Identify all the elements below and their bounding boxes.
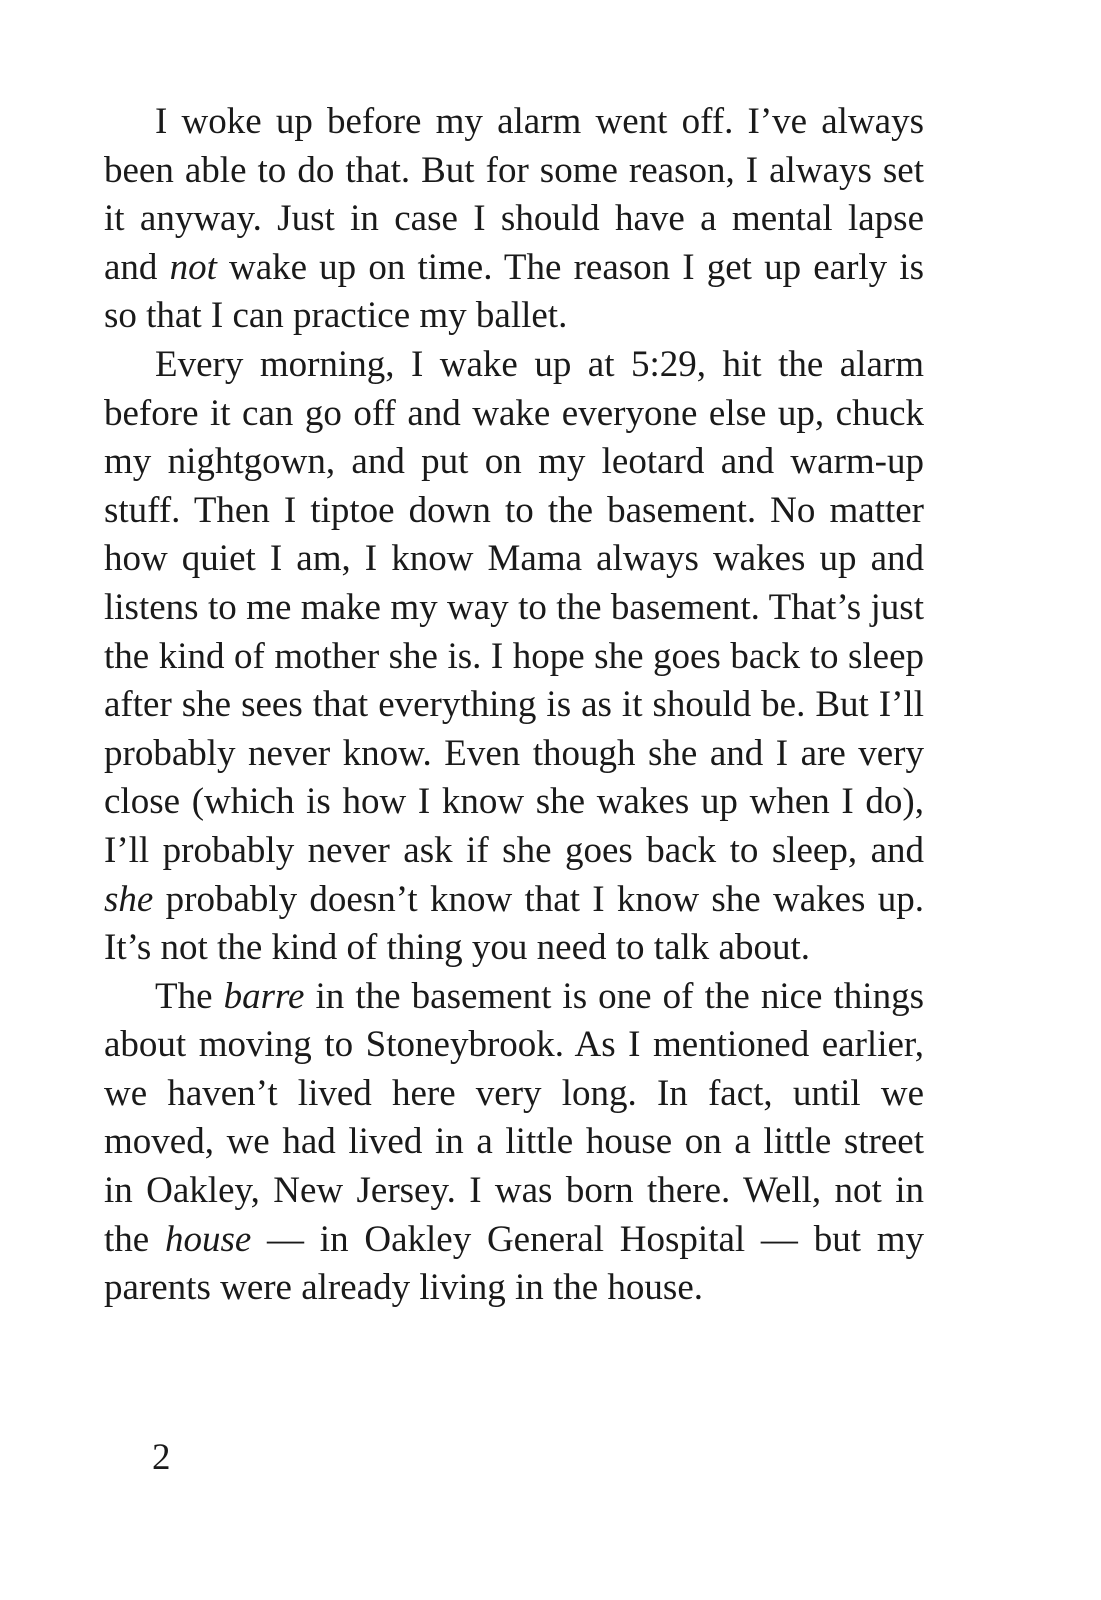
- page-number: 2: [152, 1437, 171, 1478]
- paragraph-1-emphasis-not: not: [169, 246, 217, 288]
- paragraph-3: [104, 973, 924, 1313]
- paragraph-2-text-2: probably doesn’t know that I know she wakes up. It’s not the kind of thing you need to talk about.: [104, 878, 924, 969]
- paragraph-1-text-2: wake up on time. The reason I get up early is so that I can practice my ballet.: [104, 246, 924, 337]
- paragraph-3-text-2: in the basement is one of the nice things about moving to Stoneybrook. As I mentioned earlier, we haven’t lived here very long. In fact, until we moved, we had lived in a little house on a little street in Oakley, New Jersey. I was born there. Well, not in the: [104, 975, 924, 1260]
- paragraph-1: [104, 98, 924, 341]
- paragraph-3-text-1: The: [155, 975, 224, 1017]
- paragraph-3-emphasis-barre: barre: [223, 975, 305, 1017]
- paragraph-2-text-1: Every morning, I wake up at 5:29, hit the alarm before it can go off and wake everyone else up, chuck my nightgown, and put on my leotard and warm-up stuff. Then I tiptoe down to the basement. No matter how quiet I am, I know Mama always wakes up and listens to me make my way to the basement. That’s just the kind of mother she is. I hope she goes back to sleep after she sees that everything is as it should be. But I’ll probably never know. Even though she and I are very close (which is how I know she wakes up when I do), I’ll probably never ask if she goes back to sleep, and: [104, 343, 924, 871]
- page-body: [104, 98, 924, 1313]
- paragraph-2-emphasis-she: she: [104, 878, 154, 920]
- paragraph-1-text-1: I woke up before my alarm went off. I’ve always been able to do that. But for some reason, I always set it anyway. Just in case I should have a mental lapse and: [104, 101, 924, 288]
- paragraph-3-emphasis-house: house: [164, 1218, 252, 1260]
- paragraph-3-text-3: — in Oakley General Hospital — but my parents were already living in the house.: [104, 1218, 925, 1309]
- paragraph-2: [104, 341, 924, 973]
